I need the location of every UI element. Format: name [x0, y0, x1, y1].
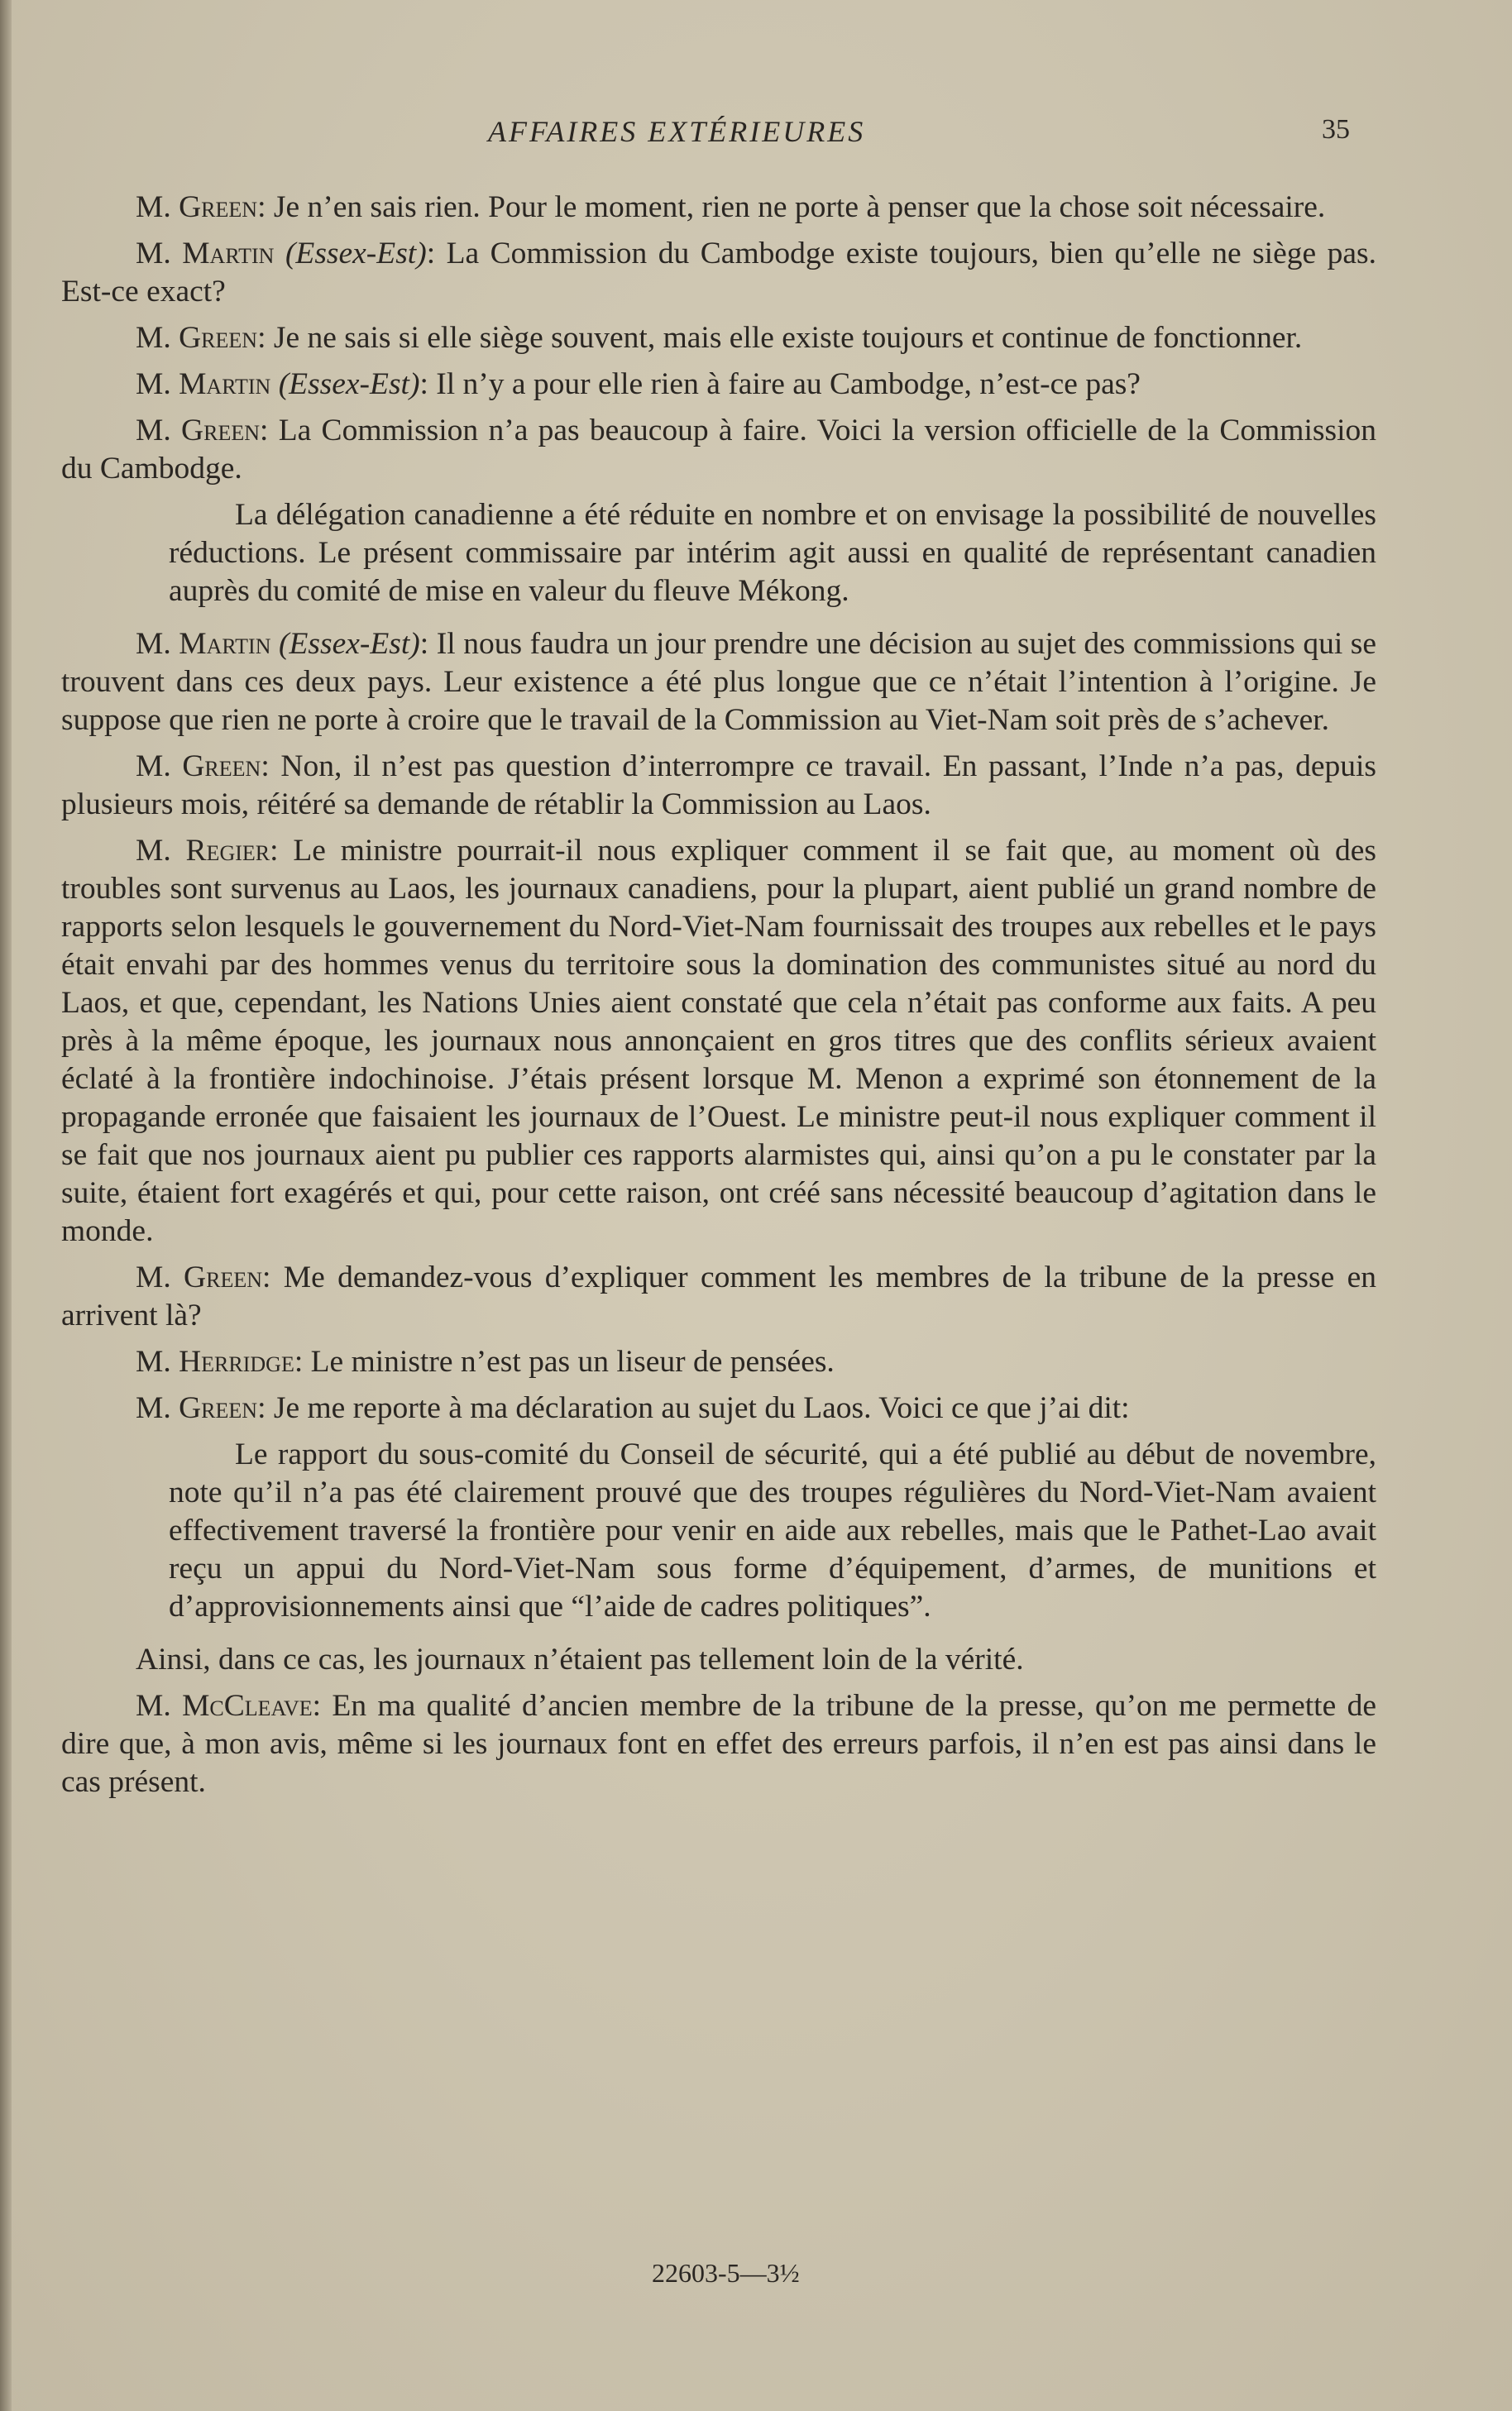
- paragraph-text: La Commission du Cambodge existe toujours, bien qu’elle ne siège pas. Est-ce exact?: [61, 237, 1376, 309]
- speech-paragraph: [61, 1687, 1376, 1801]
- page-header: [0, 114, 1512, 155]
- speaker-separator: :: [419, 367, 437, 401]
- speaker-name: M. Martin: [136, 627, 271, 661]
- paragraph-text: Il n’y a pour elle rien à faire au Cambodge, n’est-ce pas?: [436, 367, 1141, 401]
- paragraph-text: Me demandez-vous d’expliquer comment les membres de la tribune de la presse en arrivent là?: [61, 1261, 1376, 1332]
- speaker-separator: :: [426, 237, 447, 270]
- speech-paragraph: [61, 1343, 1376, 1381]
- paragraph-text: Le ministre pourrait-il nous expliquer comment il se fait que, au moment où des troubles sont survenus au Laos, les journaux canadiens, pour la plupart, aient publié un grand nombre de rapports selon lesquels le gouvernement du Nord-Viet-Nam fournissait des troupes aux rebelles et le pays était envahi par des hommes venus du territoire sous la domination des communistes situé au nord du Laos, et que, cependant, les Nations Unies aient constaté que cela n’était pas conforme aux faits. A peu près à la même époque, les journaux nous annonçaient en gros titres que des conflits sérieux avaient éclaté à la frontière indochinoise. J’étais présent lorsque M. Menon a exprimé son étonnement de la propagande erronée que faisaient les journaux de l’Ouest. Le ministre peut-il nous expliquer comment il se fait que nos journaux aient pu publier ces rapports alarmistes qui, ainsi qu’on a pu le constater par la suite, étaient fort exagérés et qui, pour cette raison, ont créé sans nécessité beaucoup d’agitation dans le monde.: [61, 834, 1376, 1248]
- speaker-name: M. Green: [136, 1261, 263, 1294]
- speaker-separator: :: [259, 414, 279, 447]
- speaker-separator: :: [257, 321, 274, 355]
- speech-paragraph: [61, 748, 1376, 824]
- speech-paragraph: [61, 412, 1376, 488]
- speech-paragraph: [61, 189, 1376, 227]
- speaker-separator: :: [270, 834, 294, 868]
- paragraph-text: Il nous faudra un jour prendre une décision au sujet des commissions qui se trouvent dans ces deux pays. Leur existence a été plus longue que ce n’était l’intention à l’origine. Je suppose que rien ne porte à croire que le travail de la Commission au Viet-Nam soit près de s’achever.: [61, 627, 1377, 737]
- speaker-riding: (Essex-Est): [278, 367, 420, 401]
- paragraph-text: Je me reporte à ma déclaration au sujet du Laos. Voici ce que j’ai dit:: [273, 1391, 1130, 1425]
- speech-paragraph: [61, 1259, 1376, 1335]
- speaker-name: M. Green: [136, 749, 261, 783]
- speaker-separator: :: [294, 1345, 311, 1379]
- body-text: [61, 189, 1376, 1810]
- speaker-name: M. McCleave: [136, 1689, 313, 1723]
- speaker-riding: (Essex-Est): [285, 237, 427, 270]
- paragraph-text: Je n’en sais rien. Pour le moment, rien ne porte à penser que la chose soit nécessaire.: [273, 190, 1326, 224]
- printer-code: 22603-5—3½: [652, 2258, 800, 2288]
- speaker-name: M. Regier: [136, 834, 270, 868]
- speech-paragraph: [61, 1390, 1376, 1428]
- speech-paragraph: [61, 625, 1376, 739]
- speaker-riding: (Essex-Est): [279, 627, 420, 661]
- speaker-name: M. Green: [136, 321, 258, 355]
- block-quote: La délégation canadienne a été réduite en nombre et on envisage la possibilité de nouvelles réductions. Le présent commissaire par intérim agit aussi en qualité de représentant canadien auprès du comité de mise en valeur du fleuve Mékong.: [169, 498, 1376, 608]
- paragraph-text: Le ministre n’est pas un liseur de pensées.: [310, 1345, 835, 1379]
- page-binding-edge: [0, 0, 12, 2411]
- speech-paragraph: [61, 366, 1376, 404]
- speaker-name: M. Herridge: [136, 1345, 294, 1379]
- paragraph-text: En ma qualité d’ancien membre de la tribune de la presse, qu’on me permette de dire que, à mon avis, même si les journaux font en effet des erreurs parfois, il n’en est pas ainsi dans le cas présent.: [61, 1689, 1376, 1799]
- speaker-separator: :: [312, 1689, 333, 1723]
- speaker-name: M. Green: [136, 190, 258, 224]
- paragraph-text: Je ne sais si elle siège souvent, mais elle existe toujours et continue de fonctionner.: [273, 321, 1303, 355]
- speech-paragraph: [61, 319, 1376, 357]
- text-paragraph: [61, 1641, 1376, 1679]
- speaker-separator: :: [257, 1391, 274, 1425]
- running-title: AFFAIRES EXTÉRIEURES: [488, 115, 866, 148]
- speaker-separator: :: [262, 1261, 284, 1294]
- speaker-separator: :: [261, 749, 281, 783]
- speech-paragraph: [61, 235, 1376, 311]
- block-quote: Le rapport du sous-comité du Conseil de sécurité, qui a été publié au début de novembre, note qu’il n’a pas été clairement prouvé que des troupes régulières du Nord-Viet-Nam avaient effectivement traversé la frontière pour venir en aide aux rebelles, mais que le Pathet-Lao avait reçu un appui du Nord-Viet-Nam sous forme d’équipement, d’armes, de munitions et d’approvisionnements ainsi que “l’aide de cadres politiques”.: [169, 1438, 1376, 1624]
- speaker-separator: :: [257, 190, 274, 224]
- speaker-name: M. Green: [136, 1391, 258, 1425]
- speaker-name: M. Green: [136, 414, 260, 447]
- speaker-name: M. Martin: [136, 237, 275, 270]
- page-number: 35: [1322, 114, 1350, 145]
- speaker-name: M. Martin: [136, 367, 271, 401]
- speaker-separator: :: [419, 627, 437, 661]
- speech-paragraph: [61, 832, 1376, 1251]
- paragraph-text: Non, il n’est pas question d’interrompre ce travail. En passant, l’Inde n’a pas, depuis plusieurs mois, réitéré sa demande de rétablir la Commission au Laos.: [61, 749, 1377, 821]
- paragraph-text: La Commission n’a pas beaucoup à faire. Voici la version officielle de la Commission du Cambodge.: [61, 414, 1376, 486]
- paragraph-text: Ainsi, dans ce cas, les journaux n’étaient pas tellement loin de la vérité.: [136, 1643, 1024, 1677]
